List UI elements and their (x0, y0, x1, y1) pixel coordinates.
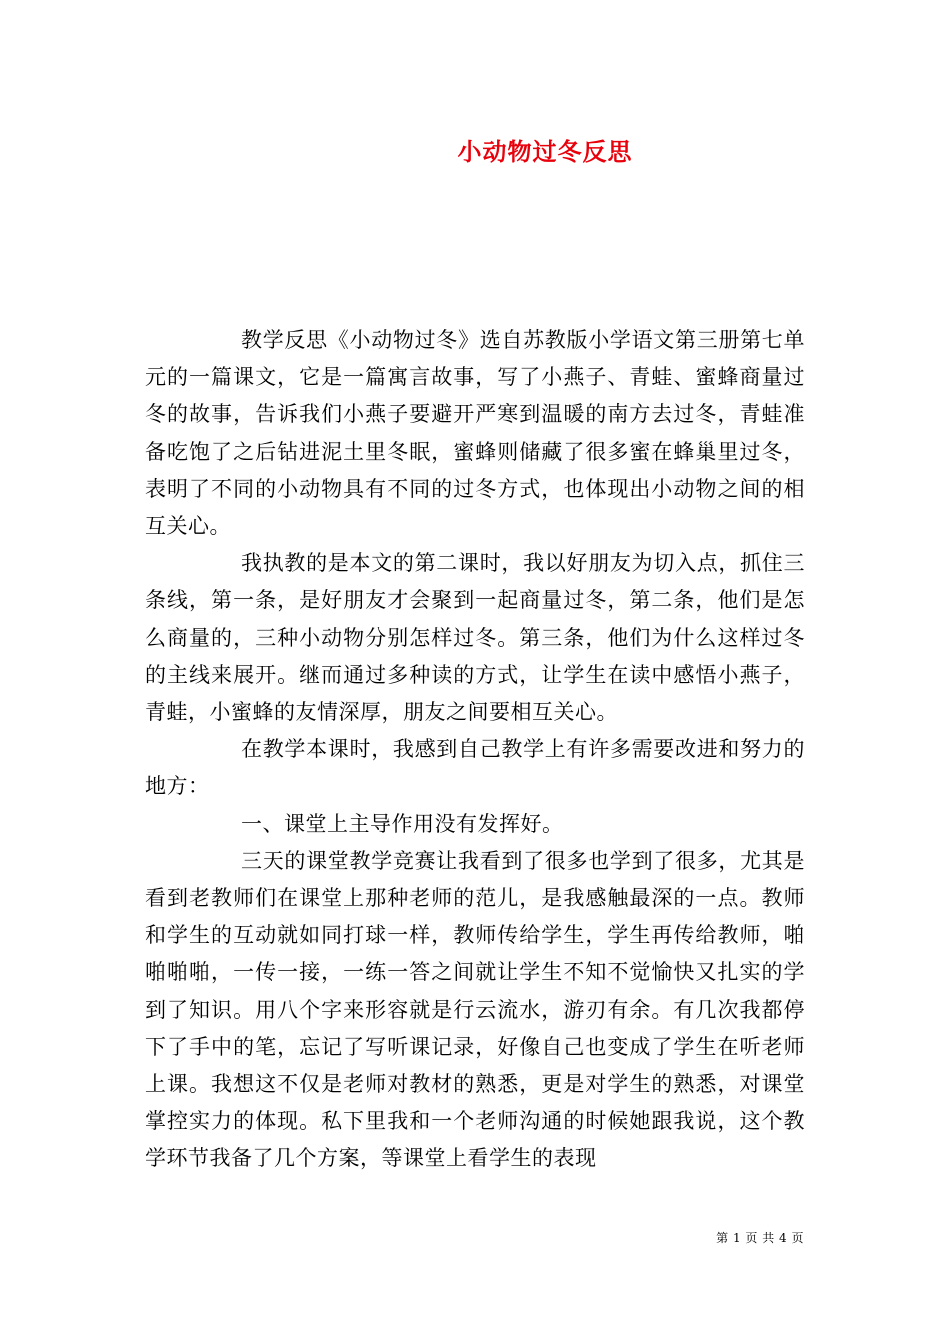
paragraph-intro: 教学反思《小动物过冬》选自苏教版小学语文第三册第七单元的一篇课文，它是一篇寓言故事，写了小燕子、青蛙、蜜蜂商量过冬的故事，告诉我们小燕子要避开严寒到温暖的南方去过冬，青蛙准备吃饱了之后钻进泥土里冬眠，蜜蜂则储藏了很多蜜在蜂巢里过冬，表明了不同的小动物具有不同的过冬方式，也体现出小动物之间的相互关心。 (145, 328, 805, 539)
document-body (145, 322, 805, 1178)
paragraph-lesson-design: 我执教的是本文的第二课时，我以好朋友为切入点，抓住三条线，第一条，是好朋友才会聚到一起商量过冬，第二条，他们是怎么商量的，三种小动物分别怎样过冬。第三条，他们为什么这样过冬的主线来展开。继而通过多种读的方式，让学生在读中感悟小燕子，青蛙，小蜜蜂的友情深厚，朋友之间要相互关心。 (145, 551, 805, 725)
paragraph-section-1-body: 三天的课堂教学竞赛让我看到了很多也学到了很多，尤其是看到老教师们在课堂上那种老师的范儿，是我感触最深的一点。教师和学生的互动就如同打球一样，教师传给学生，学生再传给教师，啪啪啪啪，一传一接，一练一答之间就让学生不知不觉愉快又扎实的学到了知识。用八个字来形容就是行云流水，游刃有余。有几次我都停下了手中的笔，忘记了写听课记录，好像自己也变成了学生在听老师上课。我想这不仅是老师对教材的熟悉，更是对学生的熟悉，对课堂掌控实力的体现。私下里我和一个老师沟通的时候她跟我说，这个教学环节我备了几个方案，等课堂上看学生的表现 (145, 848, 805, 1171)
section-heading-1: 一、课堂上主导作用没有发挥好。 (241, 811, 564, 836)
page-title: 小动物过冬反思 (457, 137, 633, 166)
paragraph-reflection-lead: 在教学本课时，我感到自己教学上有许多需要改进和努力的地方： (145, 737, 805, 799)
page-number-footer: 第 1 页 共 4 页 (716, 1231, 804, 1245)
